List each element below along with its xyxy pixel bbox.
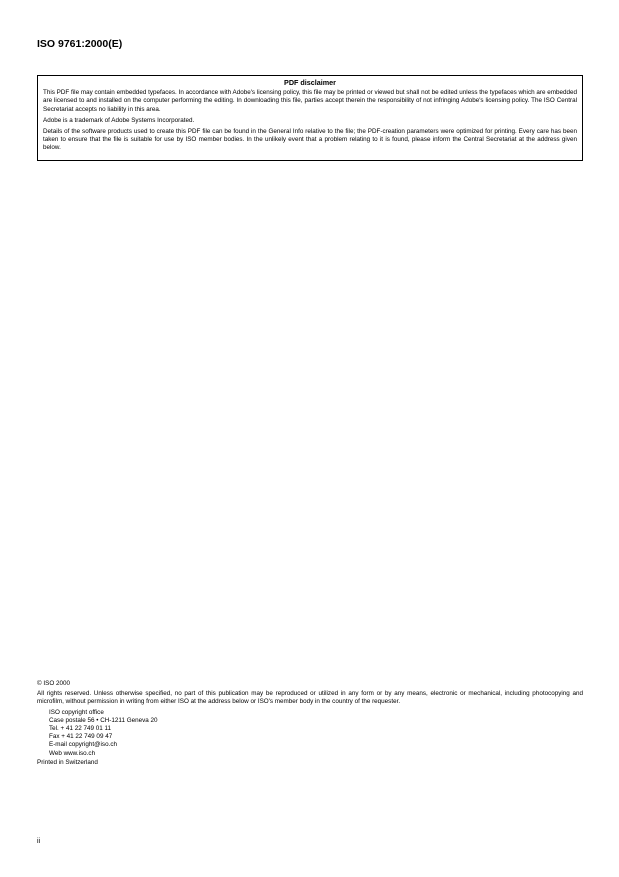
- address-line: Web www.iso.ch: [49, 749, 96, 757]
- address-line: E-mail copyright@iso.ch: [49, 741, 117, 749]
- pdf-disclaimer-box: [37, 75, 583, 161]
- disclaimer-paragraph: This PDF file may contain embedded typefaces. In accordance with Adobe's licensing policy, this file may be printed or viewed but shall not be edited unless the typefaces which are embedded are licensed to and installed on the computer performing the editing. In downloading this file, parties accept therein the responsibility of not infringing Adobe's licensing policy. The ISO Central Secretariat accepts no liability in this area.: [43, 89, 577, 113]
- address-line: Tel. + 41 22 749 01 11: [49, 725, 112, 733]
- address-line: ISO copyright office: [49, 708, 104, 716]
- address-block: [37, 709, 583, 758]
- address-line: Fax + 41 22 749 09 47: [49, 733, 113, 741]
- copyright-section: [37, 680, 583, 769]
- disclaimer-title: PDF disclaimer: [284, 78, 336, 87]
- disclaimer-paragraph: Details of the software products used to create this PDF file can be found in the General Info relative to the file; the PDF-creation parameters were optimized for printing. Every care has been taken to ensure that the file is suitable for use by ISO member bodies. In the unlikely event that a problem relating to it is found, please inform the Central Secretariat at the address given below.: [43, 128, 577, 152]
- address-line: Case postale 56 • CH-1211 Geneva 20: [49, 716, 158, 724]
- document-header: ISO 9761:2000(E): [37, 38, 123, 50]
- rights-statement: All rights reserved. Unless otherwise specified, no part of this publication may be reproduced or utilized in any form or by any means, electronic or mechanical, including photocopying and microfilm, without permission in writing from either ISO at the address below or ISO's member body in the country of the requester.: [37, 690, 583, 706]
- page-number: ii: [37, 838, 41, 845]
- disclaimer-paragraph: Adobe is a trademark of Adobe Systems Incorporated.: [43, 116, 195, 124]
- copyright-line: © ISO 2000: [37, 680, 70, 687]
- printed-in: Printed in Switzerland: [37, 758, 98, 766]
